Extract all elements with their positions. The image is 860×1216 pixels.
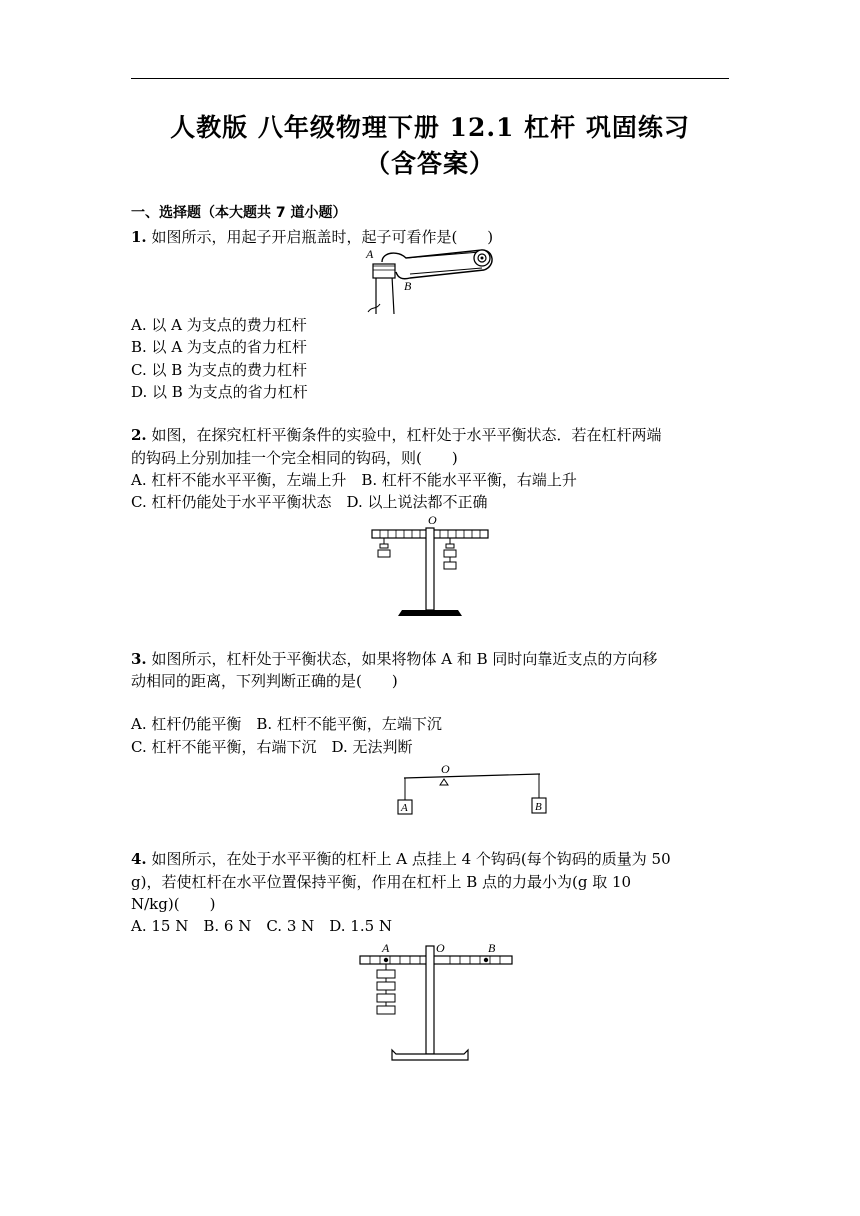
- question-1-option-d: D. 以 B 为支点的省力杠杆: [131, 383, 308, 401]
- figure-1-bottle-opener: [362, 244, 502, 316]
- question-3-options-cd: C. 杠杆不能平衡，右端下沉 D. 无法判断: [131, 738, 413, 756]
- figure-3-label-b: B: [535, 801, 542, 813]
- section-title: 一、选择题（本大题共 7 道小题）: [131, 205, 347, 221]
- question-2-options-ab: A. 杠杆不能水平平衡，左端上升 B. 杠杆不能水平平衡，右端上升: [131, 471, 577, 489]
- question-3-line-1: 3. 如图所示，杠杆处于平衡状态，如果将物体 A 和 B 同时向靠近支点的方向移: [131, 650, 658, 668]
- figure-3-balance-lever: [394, 760, 550, 818]
- question-1-option-c: C. 以 B 为支点的费力杠杆: [131, 361, 308, 379]
- question-4-line-1: 4. 如图所示，在处于水平平衡的杠杆上 A 点挂上 4 个钩码(每个钩码的质量为 50: [131, 850, 671, 868]
- figure-4-label-o: O: [436, 941, 445, 955]
- figure-1-label-b: B: [404, 279, 412, 293]
- question-4-options: A. 15 N B. 6 N C. 3 N D. 1.5 N: [131, 917, 393, 935]
- question-4-number: 4.: [131, 850, 147, 868]
- question-1-number: 1.: [131, 228, 147, 246]
- question-3-line-2: 动相同的距离，下列判断正确的是( ): [131, 672, 398, 690]
- question-2-line-2: 的钩码上分别加挂一个完全相同的钩码，则( ): [131, 449, 458, 467]
- question-2-options-cd: C. 杠杆仍能处于水平平衡状态 D. 以上说法都不正确: [131, 493, 488, 511]
- figure-4-lever-hooks: [356, 938, 516, 1062]
- question-3-options-ab: A. 杠杆仍能平衡 B. 杠杆不能平衡，左端下沉: [131, 715, 442, 733]
- question-1-option-a: A. 以 A 为支点的费力杠杆: [131, 316, 307, 334]
- page-subtitle: （含答案）: [364, 149, 495, 178]
- figure-2-label-o: O: [428, 514, 437, 527]
- question-2-line-1: 2. 如图，在探究杠杆平衡条件的实验中，杠杆处于水平平衡状态．若在杠杆两端: [131, 426, 662, 444]
- figure-2-lever-stand: [368, 514, 492, 618]
- page-title: 人教版 八年级物理下册 12.1 杠杆 巩固练习: [170, 113, 690, 142]
- question-2-number: 2.: [131, 426, 147, 444]
- question-1-option-b: B. 以 A 为支点的省力杠杆: [131, 338, 307, 356]
- question-3-number: 3.: [131, 650, 147, 668]
- question-4-line-2: g)，若使杠杆在水平位置保持平衡，作用在杠杆上 B 点的力最小为(g 取 10: [131, 873, 632, 891]
- top-rule: [131, 78, 729, 79]
- question-1-line-1: 1. 如图所示，用起子开启瓶盖时，起子可看作是( ): [131, 228, 494, 246]
- figure-1-label-a: A: [366, 247, 374, 261]
- figure-3-label-o: O: [441, 762, 450, 776]
- question-4-line-3: N/kg)( ): [131, 895, 216, 913]
- figure-4-label-b: B: [488, 941, 496, 955]
- figure-4-label-a: A: [382, 941, 390, 955]
- figure-3-label-a: A: [401, 802, 408, 814]
